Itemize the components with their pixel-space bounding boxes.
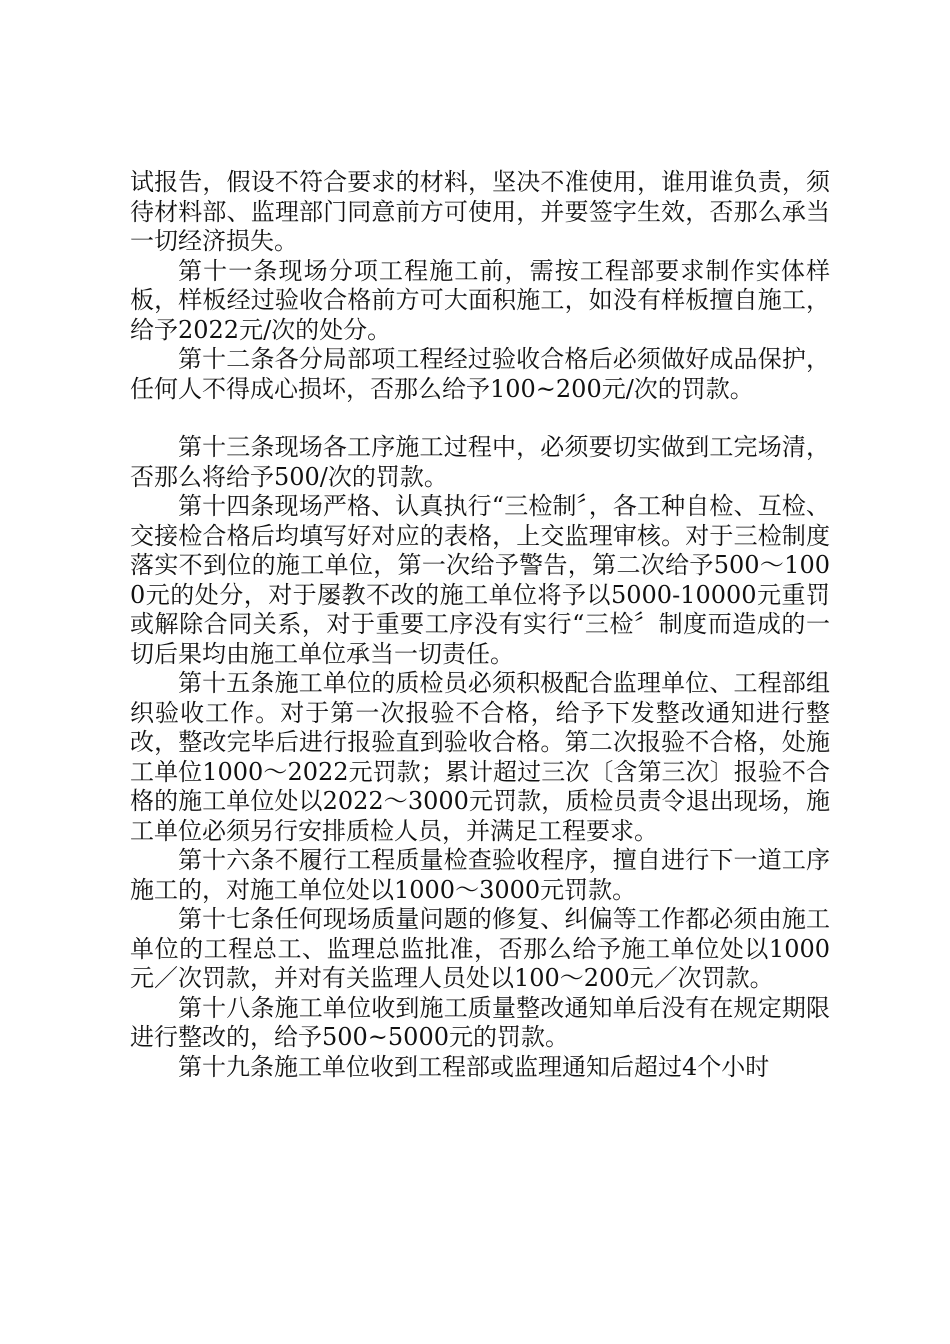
article-14-paragraph: 第十四条现场严格、认真执行“三检制〞，各工种自检、互检、交接检合格后均填写好对应的表格，上交监理审核。对于三检制度落实不到位的施工单位，第一次给予警告，第二次给予500～1000元的处分，对于屡教不改的施工单位将予以5000-10000元重罚或解除合同关系，对于重要工序没有实行“三检〞制度而造成的一切后果均由施工单位承当一切责任。 bbox=[130, 492, 830, 668]
article-12-paragraph: 第十二条各分局部项工程经过验收合格后必须做好成品保护，任何人不得成心损坏，否那么给予100~200元/次的罚款。 bbox=[130, 345, 830, 403]
article-18-paragraph: 第十八条施工单位收到施工质量整改通知单后没有在规定期限进行整改的，给予500~5000元的罚款。 bbox=[130, 993, 830, 1051]
article-19-paragraph: 第十九条施工单位收到工程部或监理通知后超过4个小时 bbox=[178, 1052, 770, 1081]
article-13-paragraph: 第十三条现场各工序施工过程中，必须要切实做到工完场清，否那么将给予500/次的罚款。 bbox=[130, 433, 830, 491]
article-15-paragraph: 第十五条施工单位的质检员必须积极配合监理单位、工程部组织验收工作。对于第一次报验不合格，给予下发整改通知进行整改，整改完毕后进行报验直到验收合格。第二次报验不合格，处施工单位1000～2022元罚款；累计超过三次〔含第三次〕报验不合格的施工单位处以2022～3000元罚款，质检员责令退出现场，施工单位必须另行安排质检人员，并满足工程要求。 bbox=[130, 669, 830, 845]
article-11-paragraph: 第十一条现场分项工程施工前，需按工程部要求制作实体样板，样板经过验收合格前方可大面积施工，如没有样板擅自施工，给予2022元/次的处分。 bbox=[130, 256, 830, 344]
article-17-paragraph: 第十七条任何现场质量问题的修复、纠偏等工作都必须由施工单位的工程总工、监理总监批准，否那么给予施工单位处以1000元／次罚款，并对有关监理人员处以100～200元／次罚款。 bbox=[130, 905, 830, 992]
paragraph-continuation: 试报告，假设不符合要求的材料，坚决不准使用，谁用谁负责，须待材料部、监理部门同意前方可使用，并要签字生效，否那么承当一切经济损失。 bbox=[130, 168, 830, 255]
article-16-paragraph: 第十六条不履行工程质量检查验收程序，擅自进行下一道工序施工的，对施工单位处以1000～3000元罚款。 bbox=[130, 846, 830, 904]
document-page bbox=[130, 168, 830, 1082]
